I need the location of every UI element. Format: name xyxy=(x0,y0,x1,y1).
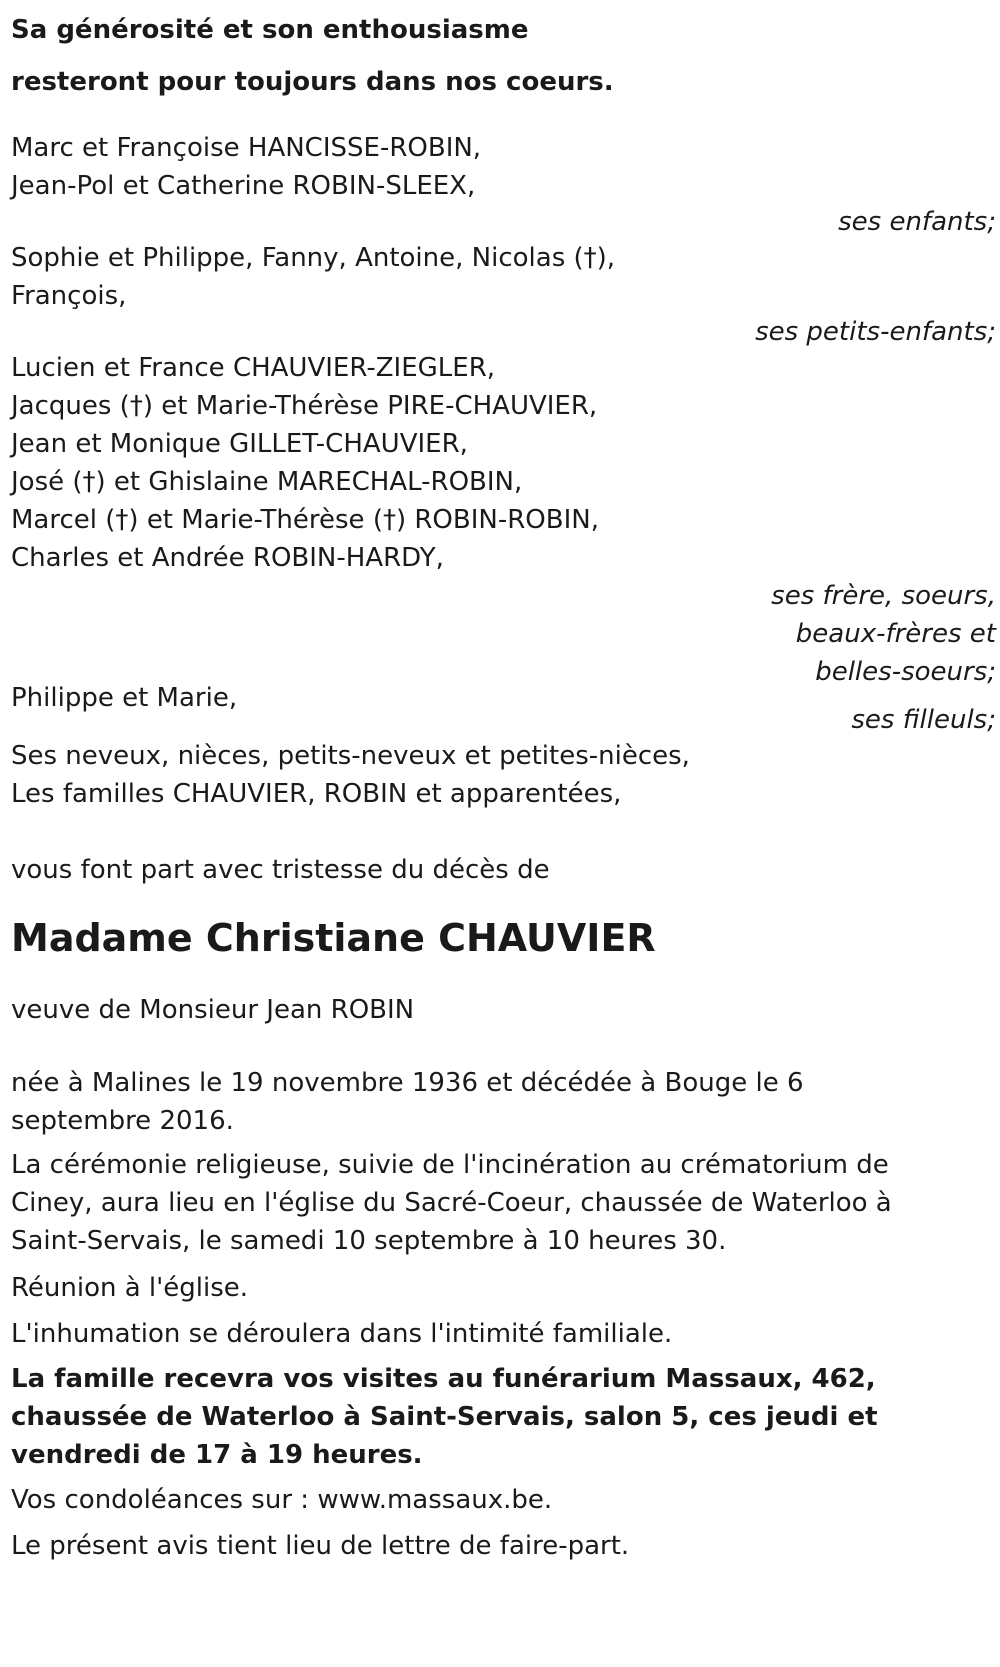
sibling-name: Marcel (†) et Marie-Thérèse (†) ROBIN-ROBIN, xyxy=(11,505,599,535)
sibling-name: Charles et Andrée ROBIN-HARDY, xyxy=(11,543,444,573)
notice-info: Le présent avis tient lieu de lettre de faire-part. xyxy=(11,1531,630,1561)
intro-line-1: Sa générosité et son enthousiasme xyxy=(11,15,529,45)
sibling-name: Jean et Monique GILLET-CHAUVIER, xyxy=(11,429,468,459)
birth-death-dates: née à Malines le 19 novembre 1936 et décédée à Bouge le 6 septembre 2016. xyxy=(11,1068,804,1136)
visits-info: La famille recevra vos visites au funérarium Massaux, 462, chaussée de Waterloo à Saint-Servais, salon 5, ces jeudi et vendredi de 17 à 19 heures. xyxy=(11,1364,878,1470)
children-name: Marc et Françoise HANCISSE-ROBIN, xyxy=(11,133,482,163)
children-role: ses enfants; xyxy=(838,207,996,237)
grandchildren-role: ses petits-enfants; xyxy=(755,317,996,347)
intro-quote xyxy=(11,4,996,108)
grandchildren-name: François, xyxy=(11,281,127,311)
other-relatives-line: Ses neveux, nièces, petits-neveux et petites-nièces, xyxy=(11,741,690,771)
siblings-group xyxy=(11,348,996,692)
burial-info: L'inhumation se déroulera dans l'intimité familiale. xyxy=(11,1319,673,1349)
godchildren-name: Philippe et Marie, xyxy=(11,683,238,713)
sibling-name: Lucien et France CHAUVIER-ZIEGLER, xyxy=(11,353,496,383)
siblings-role: belles-soeurs; xyxy=(815,657,996,687)
godchildren-role: ses filleuls; xyxy=(851,705,996,735)
ceremony-details: La cérémonie religieuse, suivie de l'incinération au crématorium de Ciney, aura lieu en l'église du Sacré-Coeur, chaussée de Waterloo à Saint-Servais, le samedi 10 septembre à 10 heures 30. xyxy=(11,1150,892,1256)
children-group xyxy=(11,128,996,242)
sibling-name: José (†) et Ghislaine MARECHAL-ROBIN, xyxy=(11,467,523,497)
sibling-name: Jacques (†) et Marie-Thérèse PIRE-CHAUVIER, xyxy=(11,391,598,421)
meeting-info: Réunion à l'église. xyxy=(11,1273,249,1303)
siblings-role: beaux-frères et xyxy=(795,619,996,649)
grandchildren-group xyxy=(11,238,996,352)
obituary-notice xyxy=(11,4,996,1566)
announcement: vous font part avec tristesse du décès de xyxy=(11,855,550,885)
widow-of: veuve de Monsieur Jean ROBIN xyxy=(11,995,415,1025)
grandchildren-name: Sophie et Philippe, Fanny, Antoine, Nicolas (†), xyxy=(11,243,616,273)
siblings-role: ses frère, soeurs, xyxy=(771,581,996,611)
condolences-info: Vos condoléances sur : www.massaux.be. xyxy=(11,1485,553,1515)
intro-line-2: resteront pour toujours dans nos coeurs. xyxy=(11,67,614,97)
children-name: Jean-Pol et Catherine ROBIN-SLEEX, xyxy=(11,171,476,201)
other-relatives-group xyxy=(11,736,996,814)
deceased-name: Madame Christiane CHAUVIER xyxy=(11,916,656,960)
other-relatives-line: Les familles CHAUVIER, ROBIN et apparentées, xyxy=(11,779,622,809)
